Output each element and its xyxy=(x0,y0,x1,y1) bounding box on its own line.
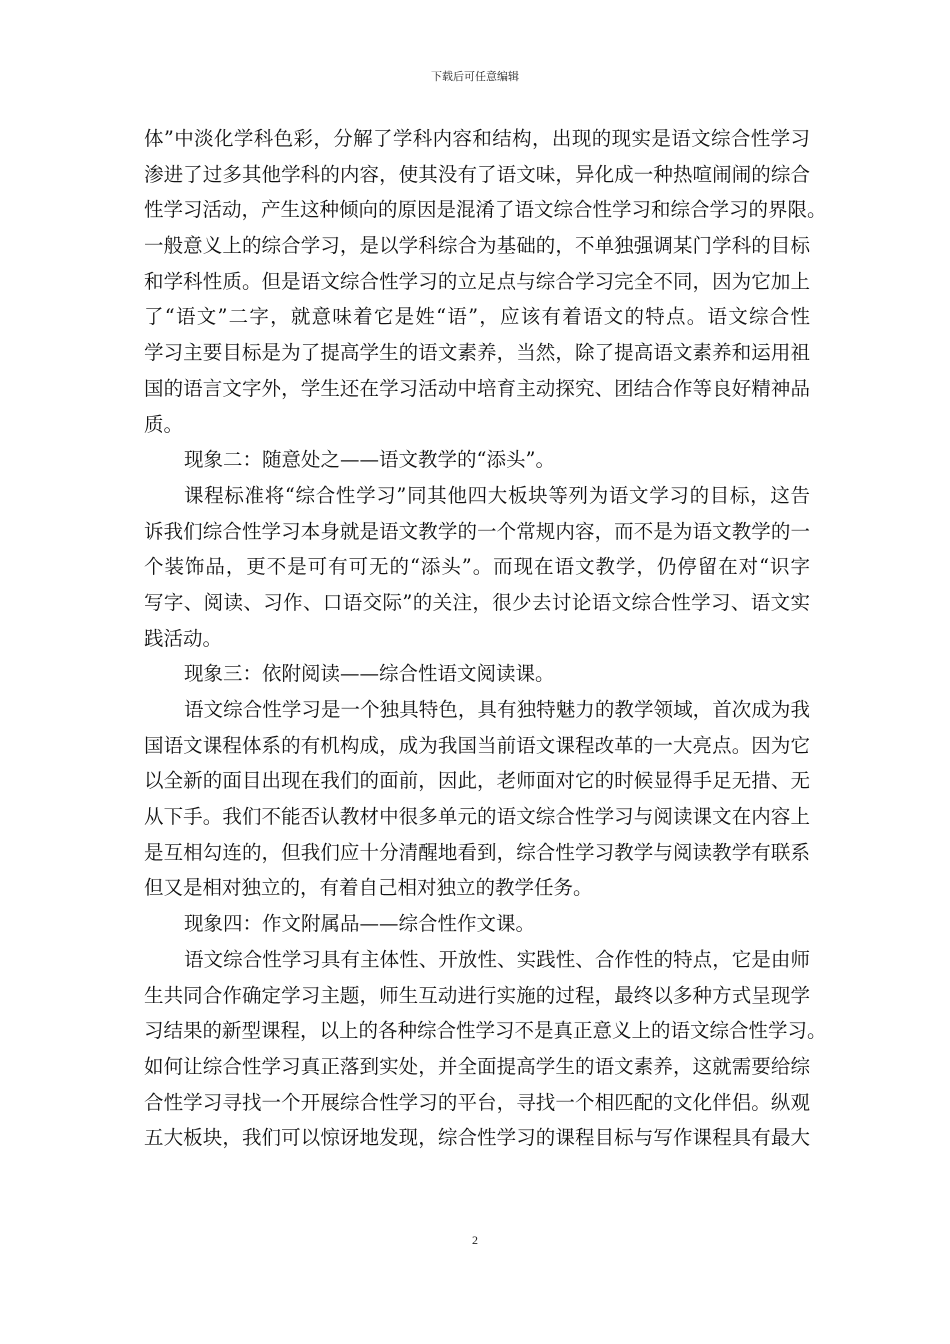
text-line: 但又是相对独立的，有着自己相对独立的教学任务。 xyxy=(144,876,593,900)
text-line: 写字、阅读、习作、口语交际”的关注，很少去讨论语文综合性学习、语文实 xyxy=(144,590,810,614)
text-line: 国的语言文字外，学生还在学习活动中培育主动探究、团结合作等良好精神品 xyxy=(144,376,810,400)
text-line: 和学科性质。但是语文综合性学习的立足点与综合学习完全不同，因为它加上 xyxy=(144,269,810,293)
text-line: 如何让综合性学习真正落到实处，并全面提高学生的语文素养，这就需要给综 xyxy=(144,1054,810,1078)
text-line: 习结果的新型课程，以上的各种综合性学习不是真正意义上的语文综合性学习。 xyxy=(144,1019,827,1043)
text-line: 践活动。 xyxy=(144,626,223,650)
text-line: 诉我们综合性学习本身就是语文教学的一个常规内容，而不是为语文教学的一 xyxy=(144,519,810,543)
section-heading: 现象三：依附阅读——综合性语文阅读课。 xyxy=(184,662,555,686)
text-line: 性学习活动，产生这种倾向的原因是混淆了语文综合性学习和综合学习的界限。 xyxy=(144,198,827,222)
text-line: 是互相勾连的，但我们应十分清醒地看到，综合性学习教学与阅读教学有联系 xyxy=(144,840,810,864)
text-line: 了“语文”二字，就意味着它是姓“语”，应该有着语文的特点。语文综合性 xyxy=(144,305,810,329)
page-header: 下载后可任意编辑 xyxy=(431,70,519,83)
text-line: 质。 xyxy=(144,412,184,436)
section-heading: 现象四：作文附属品——综合性作文课。 xyxy=(184,912,536,936)
text-line: 生共同合作确定学习主题，师生互动进行实施的过程，最终以多种方式呈现学 xyxy=(144,983,810,1007)
text-line: 课程标准将“综合性学习”同其他四大板块等列为语文学习的目标，这告 xyxy=(184,483,810,507)
text-line: 一般意义上的综合学习，是以学科综合为基础的，不单独强调某门学科的目标 xyxy=(144,234,810,258)
text-line: 从下手。我们不能否认教材中很多单元的语文综合性学习与阅读课文在内容上 xyxy=(144,805,810,829)
text-line: 语文综合性学习是一个独具特色，具有独特魅力的教学领域，首次成为我 xyxy=(184,698,810,721)
text-line: 渗进了过多其他学科的内容，使其没有了语文味，异化成一种热喧闹闹的综合 xyxy=(144,162,810,186)
page-number: 2 xyxy=(472,1233,478,1247)
document-body xyxy=(144,121,827,1156)
text-line: 体”中淡化学科色彩，分解了学科内容和结构，出现的现实是语文综合性学习 xyxy=(144,127,810,150)
text-line: 以全新的面目出现在我们的面前，因此，老师面对它的时候显得手足无措、无 xyxy=(144,769,810,793)
text-line: 语文综合性学习具有主体性、开放性、实践性、合作性的特点，它是由师 xyxy=(184,947,810,971)
text-line: 学习主要目标是为了提高学生的语文素养，当然，除了提高语文素养和运用祖 xyxy=(144,341,810,365)
text-line: 国语文课程体系的有机构成，成为我国当前语文课程改革的一大亮点。因为它 xyxy=(144,733,810,757)
text-line: 五大板块，我们可以惊讶地发现，综合性学习的课程目标与写作课程具有最大 xyxy=(144,1126,810,1150)
text-line: 个装饰品，更不是可有可无的“添头”。而现在语文教学，仍停留在对“识字 xyxy=(144,555,810,579)
section-heading: 现象二：随意处之——语文教学的“添头”。 xyxy=(184,448,555,472)
text-line: 合性学习寻找一个开展综合性学习的平台，寻找一个相匹配的文化伴侣。纵观 xyxy=(144,1090,810,1114)
